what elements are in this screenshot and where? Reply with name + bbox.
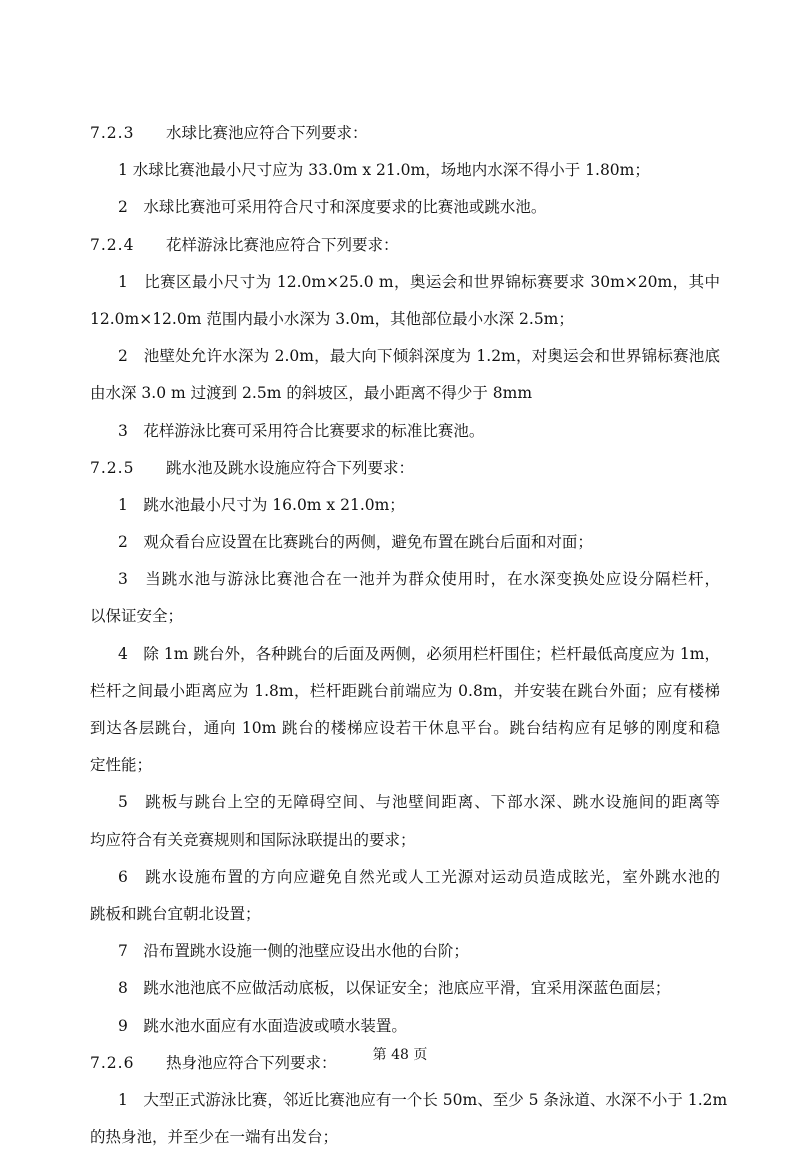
section-title: 跳水池及跳水设施应符合下列要求： (166, 458, 415, 477)
section-heading (90, 227, 720, 264)
section-number: 7.2.4 (90, 235, 135, 254)
list-item: 4 除 1m 跳台外，各种跳台的后面及两侧，必须用栏杆围住；栏杆最低高度应为 1m， (118, 644, 720, 663)
list-item-continuation: 栏杆之间最小距离应为 1.8m，栏杆距跳台前端应为 0.8m，并安装在跳台外面；应有楼梯 (90, 681, 720, 700)
section-title: 热身池应符合下列要求： (166, 1053, 337, 1072)
list-item-continuation: 定性能； (90, 756, 153, 775)
section-number: 7.2.6 (90, 1053, 135, 1072)
list-item: 2 水球比赛池可采用符合尺寸和深度要求的比赛池或跳水池。 (118, 198, 547, 217)
list-item: 1 大型正式游泳比赛，邻近比赛池应有一个长 50m、至少 5 条泳道、水深不小于 1.2m (118, 1090, 728, 1109)
list-item-continuation: 均应符合有关竞赛规则和国际泳联提出的要求； (90, 830, 416, 849)
section-title: 水球比赛池应符合下列要求： (166, 124, 368, 142)
section-heading (90, 450, 720, 487)
list-item: 1 水球比赛池最小尺寸应为 33.0m x 21.0m，场地内水深不得小于 1.80m； (118, 161, 650, 180)
list-item: 9 跳水池水面应有水面造波或喷水装置。 (118, 1016, 407, 1035)
section-number: 7.2.3 (90, 124, 135, 142)
list-item: 5 跳板与跳台上空的无障碍空间、与池壁间距离、下部水深、跳水设施间的距离等 (118, 793, 720, 812)
list-item: 6 跳水设施布置的方向应避免自然光或人工光源对运动员造成眩光，室外跳水池的 (118, 867, 720, 886)
list-item: 8 跳水池池底不应做活动底板，以保证安全；池底应平滑，宜采用深蓝色面层； (118, 979, 671, 998)
list-item-continuation: 以保证安全； (90, 607, 184, 626)
list-item-continuation: 12.0m×12.0m 范围内最小水深为 3.0m，其他部位最小水深 2.5m； (90, 309, 574, 328)
list-item: 3 花样游泳比赛可采用符合比赛要求的标准比赛池。 (118, 421, 485, 440)
page-number: 第 48 页 (372, 1047, 428, 1063)
list-item: 3 当跳水池与游泳比赛池合在一池并为群众使用时，在水深变换处应设分隔栏杆， (118, 570, 720, 589)
section-number: 7.2.5 (90, 458, 135, 477)
section-heading (90, 115, 720, 152)
list-item-continuation: 由水深 3.0 m 过渡到 2.5m 的斜坡区，最小距离不得少于 8mm (90, 384, 533, 403)
list-item: 1 比赛区最小尺寸为 12.0m×25.0 m，奥运会和世界锦标赛要求 30m×20m，其中 (118, 272, 720, 291)
list-item: 2 观众看台应设置在比赛跳台的两侧，避免布置在跳台后面和对面； (118, 533, 593, 552)
list-item-continuation: 到达各层跳台，通向 10m 跳台的楼梯应设若干休息平台。跳台结构应有足够的刚度和稳 (90, 719, 720, 737)
document-body (90, 115, 728, 1156)
list-item: 2 池壁处允许水深为 2.0m，最大向下倾斜深度为 1.2m，对奥运会和世界锦标赛池底 (118, 347, 720, 366)
list-item: 1 跳水池最小尺寸为 16.0m x 21.0m； (118, 495, 405, 514)
section-title: 花样游泳比赛池应符合下列要求： (166, 235, 399, 254)
list-item-continuation: 跳板和跳台宜朝北设置； (90, 904, 261, 923)
list-item: 7 沿布置跳水设施一侧的池壁应设出水他的台阶； (118, 942, 469, 961)
list-item-continuation: 的热身池，并至少在一端有出发台； (90, 1128, 339, 1147)
